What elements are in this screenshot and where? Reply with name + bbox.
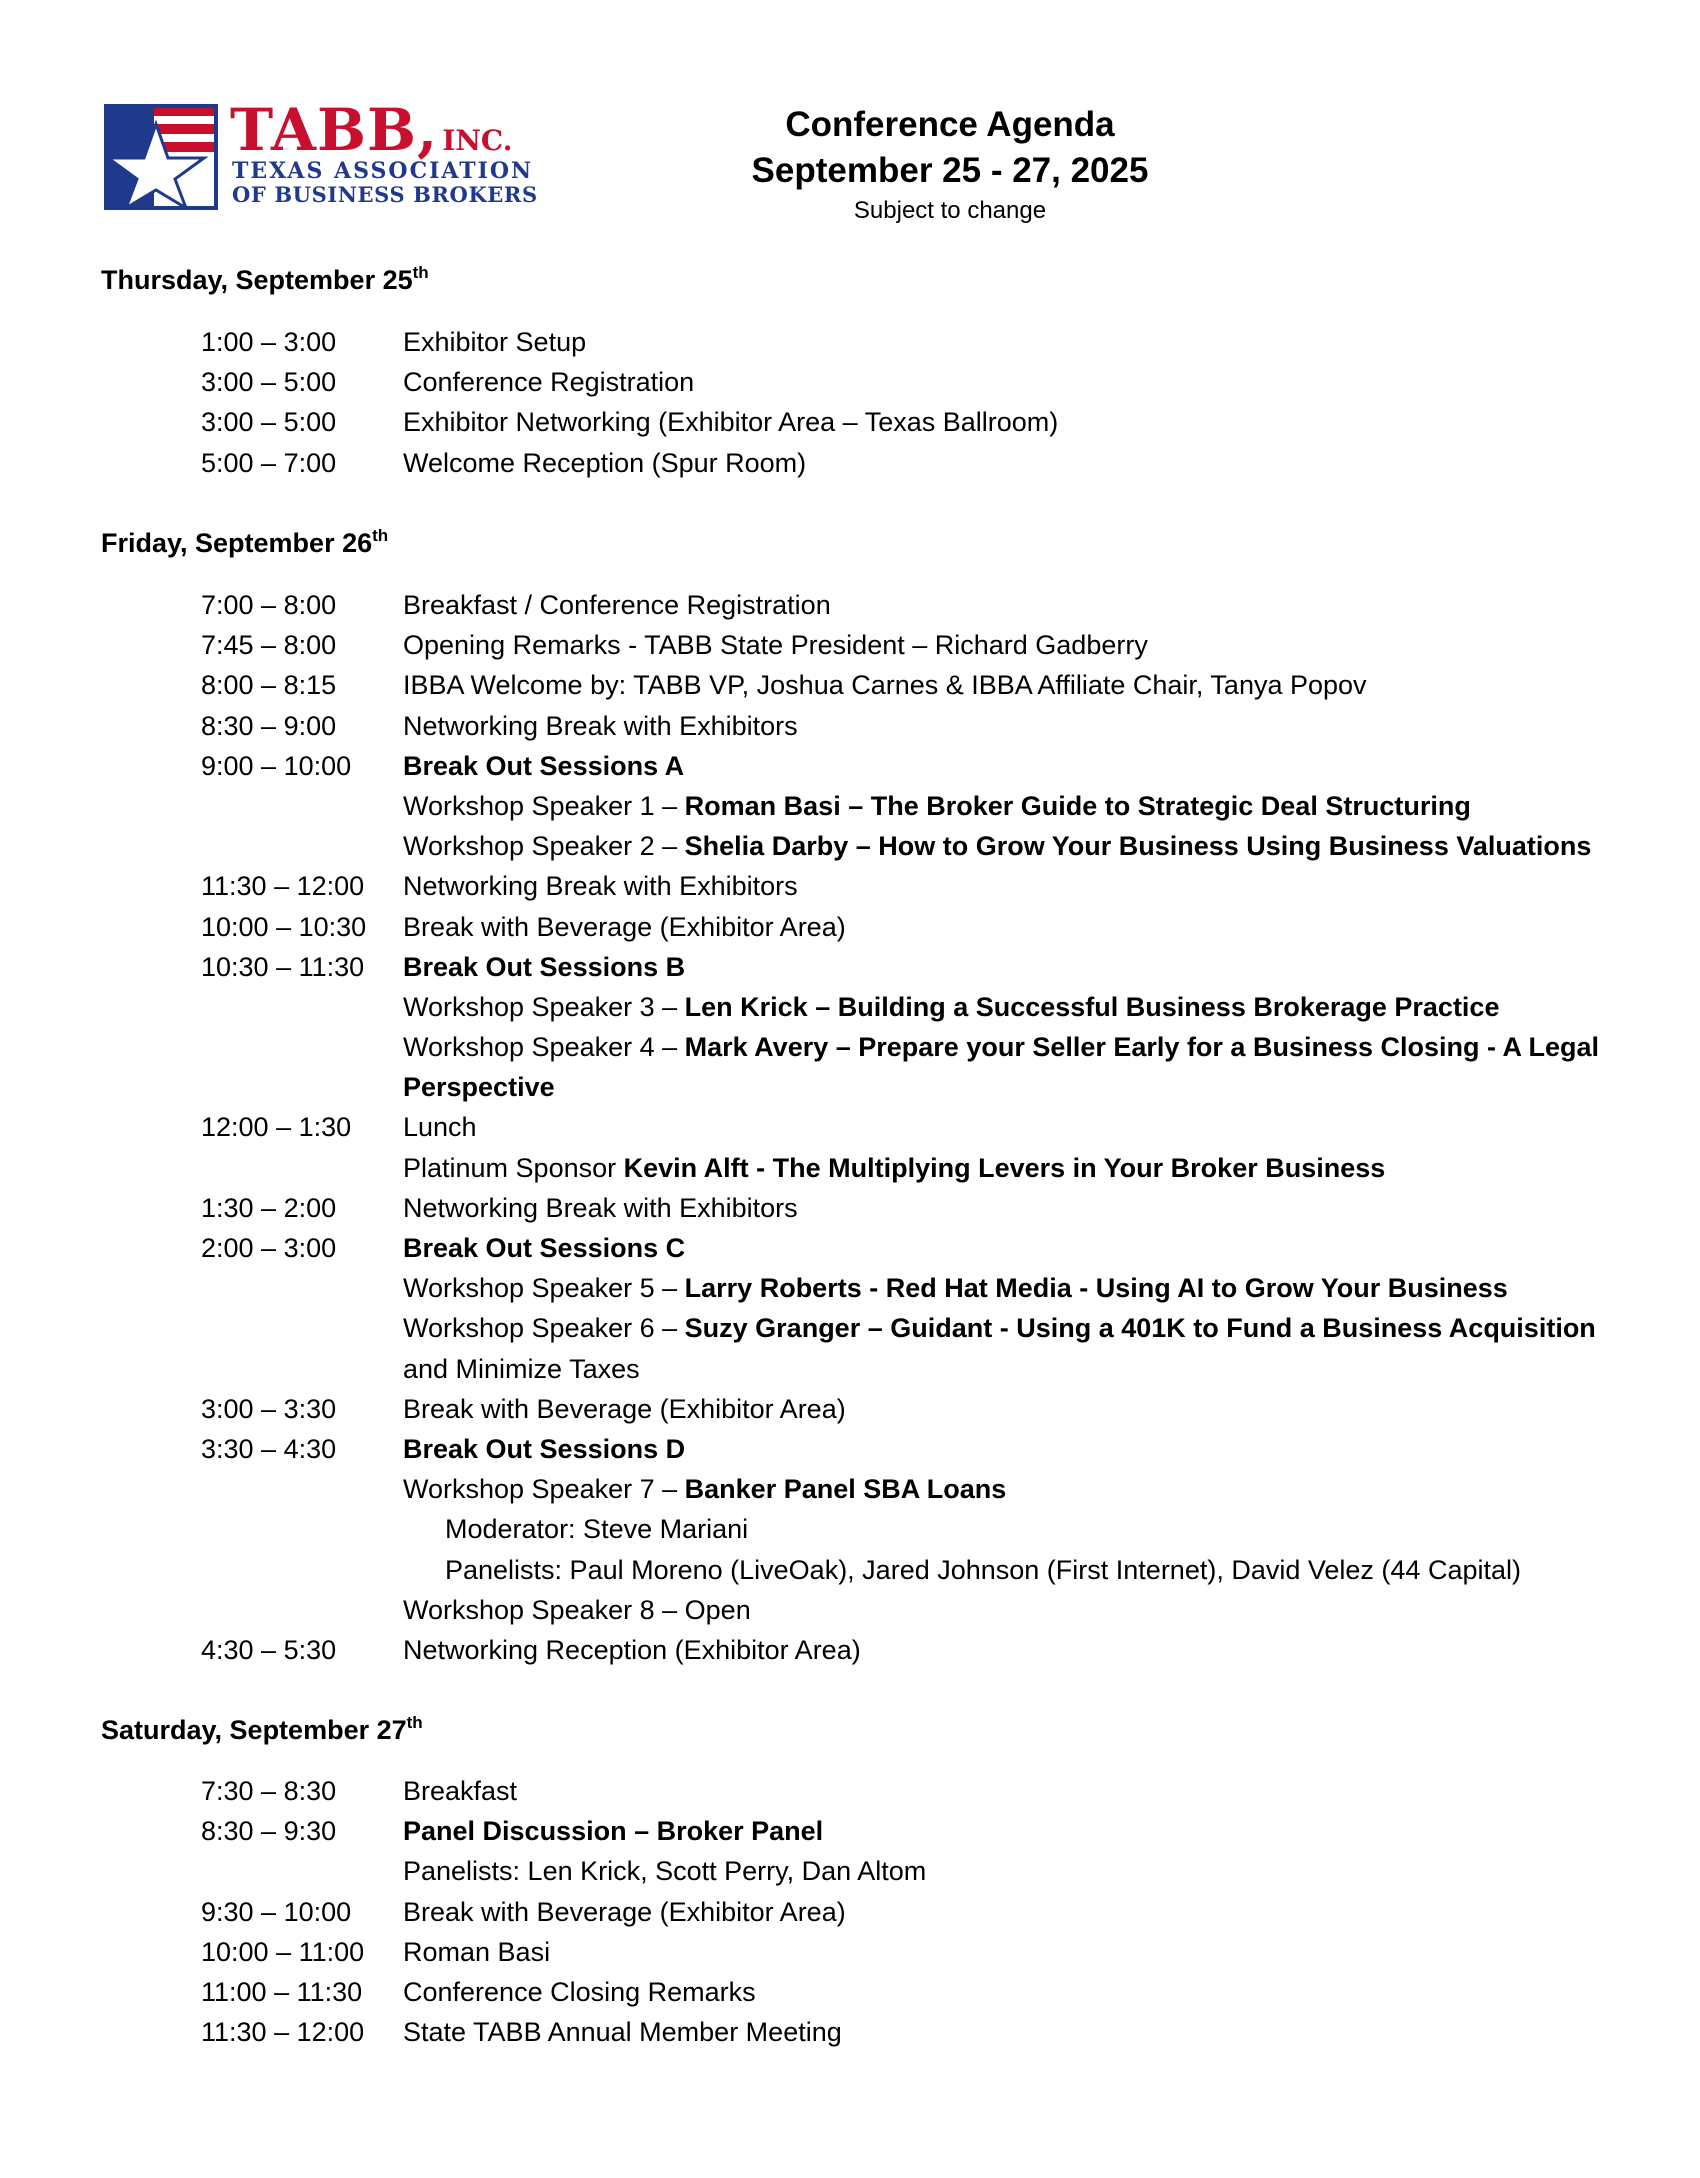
- agenda-row: [0, 2012, 1700, 2052]
- agenda-row: [0, 322, 1700, 362]
- description-segment: Workshop Speaker 4 –: [403, 1032, 685, 1063]
- agenda-description: [403, 1148, 1385, 1188]
- agenda-row: [0, 1469, 1700, 1509]
- agenda-row: [0, 907, 1700, 947]
- thursday-schedule: [0, 322, 1700, 483]
- description-segment: Networking Break with Exhibitors: [403, 1192, 798, 1223]
- agenda-description: [403, 1027, 1599, 1067]
- agenda-row: [0, 1932, 1700, 1972]
- friday-schedule: [0, 585, 1700, 1670]
- agenda-description: [403, 826, 1591, 866]
- agenda-row: [0, 1188, 1700, 1228]
- agenda-time: 9:30 – 10:00: [201, 1896, 352, 1927]
- logo-tagline-2: OF BUSINESS BROKERS: [232, 182, 538, 207]
- agenda-header: [700, 102, 1200, 228]
- description-segment: Networking Reception (Exhibitor Area): [403, 1634, 861, 1665]
- agenda-row: [0, 1349, 1700, 1389]
- description-segment: Workshop Speaker 7 –: [403, 1474, 685, 1505]
- description-segment: Workshop Speaker 2 –: [403, 831, 685, 862]
- description-segment: State TABB Annual Member Meeting: [403, 2017, 842, 2048]
- agenda-description: [403, 1932, 550, 1972]
- description-segment: Lunch: [403, 1112, 477, 1143]
- agenda-description: [403, 665, 1367, 705]
- description-segment: Roman Basi: [403, 1936, 551, 1967]
- description-segment: Break Out Sessions A: [403, 750, 685, 781]
- agenda-description: [403, 1268, 1508, 1308]
- agenda-time: 8:00 – 8:15: [201, 670, 337, 701]
- agenda-time: 3:00 – 5:00: [201, 367, 337, 398]
- agenda-row: [0, 786, 1700, 826]
- agenda-time: 9:00 – 10:00: [201, 750, 352, 781]
- agenda-description: [445, 1550, 1521, 1590]
- agenda-row: [0, 1389, 1700, 1429]
- agenda-row: [0, 1550, 1700, 1590]
- agenda-time: 8:30 – 9:00: [201, 710, 337, 741]
- agenda-row: [0, 1851, 1700, 1891]
- agenda-description: [403, 1469, 1006, 1509]
- description-segment: Conference Registration: [403, 367, 695, 398]
- agenda-row: [0, 1429, 1700, 1469]
- day-heading-saturday: Saturday, September 27th: [101, 1713, 423, 1745]
- description-segment: Roman Basi – The Broker Guide to Strategic Deal Structuring: [684, 790, 1471, 821]
- day-heading-friday: Friday, September 26th: [101, 526, 389, 558]
- agenda-row: [0, 826, 1700, 866]
- agenda-time: 1:00 – 3:00: [201, 327, 337, 357]
- agenda-description: [403, 1228, 685, 1268]
- agenda-description: [403, 322, 586, 362]
- agenda-time: 11:30 – 12:00: [201, 2017, 365, 2048]
- agenda-time: 7:00 – 8:00: [201, 590, 337, 620]
- agenda-row: [0, 1148, 1700, 1188]
- description-segment: and Minimize Taxes: [403, 1353, 640, 1384]
- agenda-time: 10:00 – 11:00: [201, 1936, 365, 1967]
- agenda-time: 1:30 – 2:00: [201, 1192, 337, 1223]
- agenda-time: 11:00 – 11:30: [201, 1976, 363, 2007]
- agenda-description: [403, 1892, 846, 1932]
- agenda-row: [0, 1228, 1700, 1268]
- agenda-description: [403, 706, 798, 746]
- description-segment: Breakfast / Conference Registration: [403, 590, 831, 620]
- agenda-description: [403, 1630, 861, 1670]
- description-segment: Breakfast: [403, 1776, 518, 1806]
- agenda-row: [0, 1067, 1700, 1107]
- description-segment: Break Out Sessions C: [403, 1233, 686, 1263]
- day-heading-thursday: Thursday, September 25th: [101, 263, 429, 295]
- page-title: Conference Agenda: [785, 105, 1115, 144]
- agenda-description: [403, 1771, 517, 1811]
- agenda-time: 4:30 – 5:30: [201, 1634, 337, 1665]
- agenda-description: [403, 1107, 477, 1147]
- description-segment: Break with Beverage (Exhibitor Area): [403, 911, 846, 942]
- description-segment: Len Krick – Building a Successful Business Brokerage Practice: [684, 991, 1500, 1022]
- agenda-row: [0, 1027, 1700, 1067]
- description-segment: Break Out Sessions D: [403, 1433, 686, 1464]
- agenda-time: 12:00 – 1:30: [201, 1112, 352, 1143]
- description-segment: Perspective: [403, 1072, 555, 1103]
- agenda-row: [0, 746, 1700, 786]
- agenda-row: [0, 1308, 1700, 1348]
- agenda-row: [0, 665, 1700, 705]
- description-segment: Break Out Sessions B: [403, 951, 686, 982]
- description-segment: Workshop Speaker 3 –: [403, 991, 685, 1022]
- agenda-row: [0, 947, 1700, 987]
- description-segment: Opening Remarks - TABB State President – Richard Gadberry: [403, 630, 1148, 661]
- agenda-row: [0, 585, 1700, 625]
- agenda-description: [403, 1972, 756, 2012]
- agenda-description: [403, 907, 846, 947]
- agenda-row: [0, 362, 1700, 402]
- agenda-row: [0, 1892, 1700, 1932]
- agenda-row: [0, 1268, 1700, 1308]
- agenda-description: [403, 1308, 1596, 1348]
- description-segment: Kevin Alft - The Multiplying Levers in Your Broker Business: [623, 1152, 1386, 1183]
- agenda-row: [0, 1630, 1700, 1670]
- agenda-description: [403, 866, 798, 906]
- description-segment: Break with Beverage (Exhibitor Area): [403, 1896, 846, 1927]
- agenda-time: 2:00 – 3:00: [201, 1233, 337, 1263]
- agenda-row: [0, 625, 1700, 665]
- description-segment: Suzy Granger – Guidant - Using a 401K to Fund a Business Acquisition: [684, 1313, 1596, 1344]
- agenda-row: [0, 866, 1700, 906]
- description-segment: Mark Avery – Prepare your Seller Early for a Business Closing - A Legal: [684, 1032, 1600, 1063]
- agenda-row: [0, 1771, 1700, 1811]
- description-segment: Workshop Speaker 8 – Open: [403, 1594, 751, 1625]
- agenda-description: [403, 625, 1148, 665]
- agenda-description: [403, 443, 806, 483]
- agenda-description: [403, 362, 694, 402]
- agenda-time: 7:30 – 8:30: [201, 1776, 337, 1806]
- agenda-description: [403, 585, 831, 625]
- agenda-row: [0, 987, 1700, 1027]
- description-segment: Larry Roberts - Red Hat Media - Using AI to Grow Your Business: [684, 1273, 1508, 1304]
- logo-tagline-1: TEXAS ASSOCIATION: [232, 158, 534, 184]
- agenda-description: [403, 402, 1058, 442]
- agenda-time: 3:00 – 5:00: [201, 407, 337, 438]
- description-segment: Break with Beverage (Exhibitor Area): [403, 1393, 846, 1424]
- agenda-description: [403, 746, 684, 786]
- agenda-description: [403, 2012, 842, 2052]
- description-segment: Welcome Reception (Spur Room): [403, 447, 807, 478]
- agenda-row: [0, 1590, 1700, 1630]
- description-segment: Workshop Speaker 6 –: [403, 1313, 685, 1344]
- description-segment: Workshop Speaker 1 –: [403, 790, 685, 821]
- flag-star-icon: [104, 104, 218, 210]
- description-segment: Panelists: Paul Moreno (LiveOak), Jared Johnson (First Internet), David Velez (44 Capital): [445, 1554, 1521, 1585]
- description-segment: Exhibitor Networking (Exhibitor Area – Texas Ballroom): [403, 407, 1059, 438]
- agenda-time: 5:00 – 7:00: [201, 447, 337, 478]
- description-segment: Moderator: Steve Mariani: [445, 1514, 749, 1545]
- agenda-description: [403, 1349, 640, 1389]
- saturday-schedule: [0, 1771, 1700, 2052]
- agenda-time: 3:00 – 3:30: [201, 1393, 337, 1424]
- description-segment: Networking Break with Exhibitors: [403, 710, 798, 741]
- agenda-description: [403, 1188, 798, 1228]
- conference-dates: September 25 - 27, 2025: [751, 151, 1149, 190]
- description-segment: Panelists: Len Krick, Scott Perry, Dan Altom: [403, 1856, 927, 1887]
- description-segment: Exhibitor Setup: [403, 327, 587, 357]
- agenda-row: [0, 1107, 1700, 1147]
- agenda-time: 11:30 – 12:00: [201, 871, 365, 902]
- agenda-row: [0, 706, 1700, 746]
- agenda-time: 8:30 – 9:30: [201, 1816, 337, 1847]
- agenda-description: [403, 1811, 823, 1851]
- description-segment: Networking Break with Exhibitors: [403, 871, 798, 902]
- agenda-time: 3:30 – 4:30: [201, 1433, 337, 1464]
- agenda-description: [403, 786, 1471, 826]
- description-segment: IBBA Welcome by: TABB VP, Joshua Carnes & IBBA Affiliate Chair, Tanya Popov: [403, 670, 1367, 701]
- agenda-row: [0, 1972, 1700, 2012]
- change-note: Subject to change: [853, 197, 1047, 224]
- tabb-logo: [104, 96, 538, 210]
- agenda-description: [403, 1389, 846, 1429]
- agenda-time: 10:30 – 11:30: [201, 951, 365, 982]
- agenda-row: [0, 1811, 1700, 1851]
- description-segment: Platinum Sponsor: [403, 1152, 624, 1183]
- agenda-time: 7:45 – 8:00: [201, 630, 337, 661]
- description-segment: Workshop Speaker 5 –: [403, 1273, 685, 1304]
- agenda-description: [403, 987, 1499, 1027]
- agenda-description: [403, 947, 685, 987]
- agenda-row: [0, 402, 1700, 442]
- description-segment: Conference Closing Remarks: [403, 1976, 756, 2007]
- agenda-description: [403, 1851, 926, 1891]
- description-segment: Banker Panel SBA Loans: [684, 1474, 1007, 1505]
- agenda-description: [403, 1590, 751, 1630]
- agenda-row: [0, 443, 1700, 483]
- description-segment: Shelia Darby – How to Grow Your Business Using Business Valuations: [684, 831, 1592, 862]
- agenda-time: 10:00 – 10:30: [201, 911, 367, 942]
- description-segment: Panel Discussion – Broker Panel: [403, 1816, 824, 1847]
- agenda-description: [403, 1067, 555, 1107]
- agenda-row: [0, 1509, 1700, 1549]
- agenda-description: [403, 1429, 685, 1469]
- logo-wordmark: TABB, INC.: [230, 96, 513, 164]
- agenda-description: [445, 1509, 748, 1549]
